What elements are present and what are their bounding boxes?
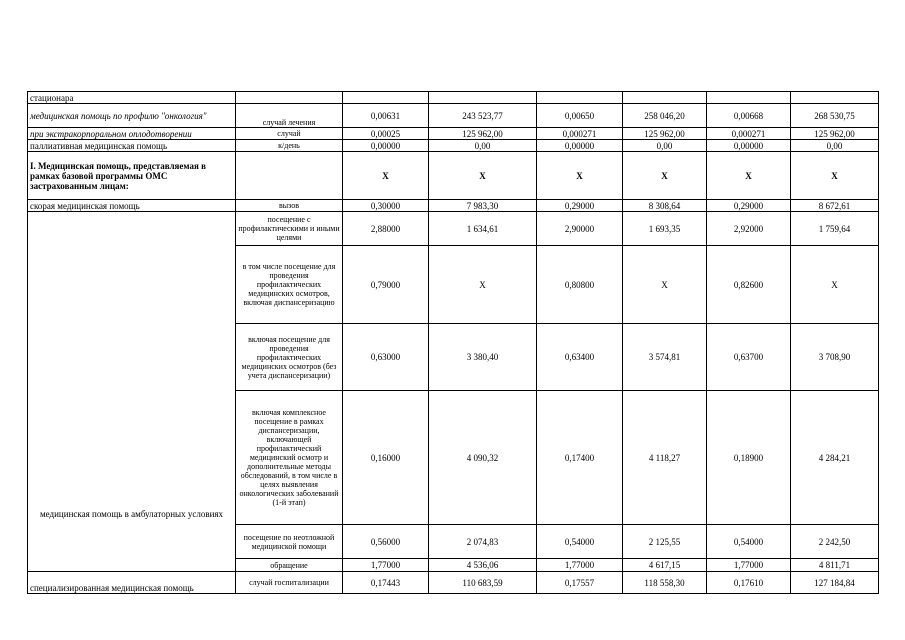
value-cell: 4 536,06 [429, 559, 537, 572]
unit-cell: обращение [236, 559, 343, 572]
value-cell: X [343, 152, 429, 200]
value-cell: 0,000271 [707, 128, 791, 140]
value-cell: 110 683,59 [429, 572, 537, 594]
value-cell: 0,80800 [537, 246, 623, 324]
value-cell: 0,30000 [343, 200, 429, 212]
value-cell: 2,92000 [707, 212, 791, 246]
value-cell: 0,00025 [343, 128, 429, 140]
value-cell: 0,00631 [343, 104, 429, 128]
value-cell: 4 090,32 [429, 391, 537, 525]
value-cell: 1 693,35 [623, 212, 707, 246]
unit-cell [236, 152, 343, 200]
table-row [28, 128, 879, 140]
row-label: при экстракорпоральном оплодотворении [28, 128, 236, 140]
unit-cell: случай лечения [236, 104, 343, 128]
table-row [28, 104, 879, 128]
value-cell: 2,88000 [343, 212, 429, 246]
program-table [27, 91, 879, 594]
value-cell: 8 672,61 [791, 200, 879, 212]
table-row [28, 140, 879, 152]
value-cell: 4 118,27 [623, 391, 707, 525]
value-cell: 2 125,55 [623, 525, 707, 559]
value-cell: 0,56000 [343, 525, 429, 559]
value-cell: 0,63400 [537, 324, 623, 391]
value-cell: 1,77000 [343, 559, 429, 572]
value-cell: 0,00000 [707, 140, 791, 152]
row-label: паллиативная медицинская помощь [28, 140, 236, 152]
value-cell: 3 708,90 [791, 324, 879, 391]
value-cell: 0,63000 [343, 324, 429, 391]
row-label: специализированная медицинская помощь [28, 572, 236, 594]
row-label: стационара [28, 92, 236, 104]
value-cell: 125 962,00 [791, 128, 879, 140]
unit-cell: включая комплексное посещение в рамках диспансеризации, включающей профилактический медицинский осмотр и дополнительные методы обследований, в том числе в целях выявления онкологических заболеваний (1-й этап) [236, 391, 343, 525]
value-cell: 4 284,21 [791, 391, 879, 525]
value-cell: 0,17557 [537, 572, 623, 594]
value-cell: 2 242,50 [791, 525, 879, 559]
value-cell: X [429, 152, 537, 200]
value-cell: 0,79000 [343, 246, 429, 324]
value-cell: 2,90000 [537, 212, 623, 246]
value-cell: 0,00 [429, 140, 537, 152]
value-cell: 0,29000 [707, 200, 791, 212]
section-heading: I. Медицинская помощь, представляемая в рамках базовой программы ОМС застрахованным лицам: [28, 152, 236, 200]
value-cell: 3 574,81 [623, 324, 707, 391]
value-cell: 0,54000 [537, 525, 623, 559]
unit-cell [236, 92, 343, 104]
value-cell: 0,29000 [537, 200, 623, 212]
value-cell: 0,54000 [707, 525, 791, 559]
unit-cell: в том числе посещение для проведения профилактических медицинских осмотров, включая диспансеризацию [236, 246, 343, 324]
value-cell: X [537, 152, 623, 200]
value-cell: X [791, 246, 879, 324]
row-label: медицинская помощь по профилю "онкология" [28, 104, 236, 128]
value-cell: 1 759,64 [791, 212, 879, 246]
value-cell: 0,17443 [343, 572, 429, 594]
row-label: медицинская помощь в амбулаторных условиях [28, 212, 236, 572]
value-cell: 243 523,77 [429, 104, 537, 128]
value-cell: X [707, 152, 791, 200]
value-cell: 1,77000 [707, 559, 791, 572]
table-row [28, 572, 879, 594]
value-cell: 0,00650 [537, 104, 623, 128]
value-cell: 4 811,71 [791, 559, 879, 572]
value-cell: 118 558,30 [623, 572, 707, 594]
unit-cell: вызов [236, 200, 343, 212]
table-row [28, 92, 879, 104]
row-label: скорая медицинская помощь [28, 200, 236, 212]
value-cell: X [623, 246, 707, 324]
value-cell: X [623, 152, 707, 200]
unit-cell: включая посещение для проведения профилактических медицинских осмотров (без учета диспансеризации) [236, 324, 343, 391]
value-cell: 0,000271 [537, 128, 623, 140]
value-cell: 0,00 [791, 140, 879, 152]
value-cell: 268 530,75 [791, 104, 879, 128]
value-cell: 0,17400 [537, 391, 623, 525]
value-cell: 8 308,64 [623, 200, 707, 212]
value-cell: 1,77000 [537, 559, 623, 572]
value-cell: 4 617,15 [623, 559, 707, 572]
value-cell: 3 380,40 [429, 324, 537, 391]
value-cell: 0,17610 [707, 572, 791, 594]
unit-cell: случай [236, 128, 343, 140]
value-cell: 0,82600 [707, 246, 791, 324]
value-cell: 0,00000 [537, 140, 623, 152]
value-cell: 0,00 [623, 140, 707, 152]
value-cell: X [791, 152, 879, 200]
value-cell: 0,18900 [707, 391, 791, 525]
value-cell: 0,00000 [343, 140, 429, 152]
value-cell: 125 962,00 [429, 128, 537, 140]
value-cell: 125 962,00 [623, 128, 707, 140]
value-cell: 0,63700 [707, 324, 791, 391]
value-cell: 258 046,20 [623, 104, 707, 128]
value-cell: 1 634,61 [429, 212, 537, 246]
value-cell: 0,16000 [343, 391, 429, 525]
table-row [28, 152, 879, 200]
value-cell: 7 983,30 [429, 200, 537, 212]
value-cell: 2 074,83 [429, 525, 537, 559]
unit-cell: посещение по неотложной медицинской помощи [236, 525, 343, 559]
unit-cell: случай госпитализации [236, 572, 343, 594]
unit-cell: посещение с профилактическими и иными целями [236, 212, 343, 246]
value-cell: 0,00668 [707, 104, 791, 128]
unit-cell: к/день [236, 140, 343, 152]
value-cell: 127 184,84 [791, 572, 879, 594]
table-row [28, 212, 879, 246]
table-row [28, 200, 879, 212]
value-cell: X [429, 246, 537, 324]
